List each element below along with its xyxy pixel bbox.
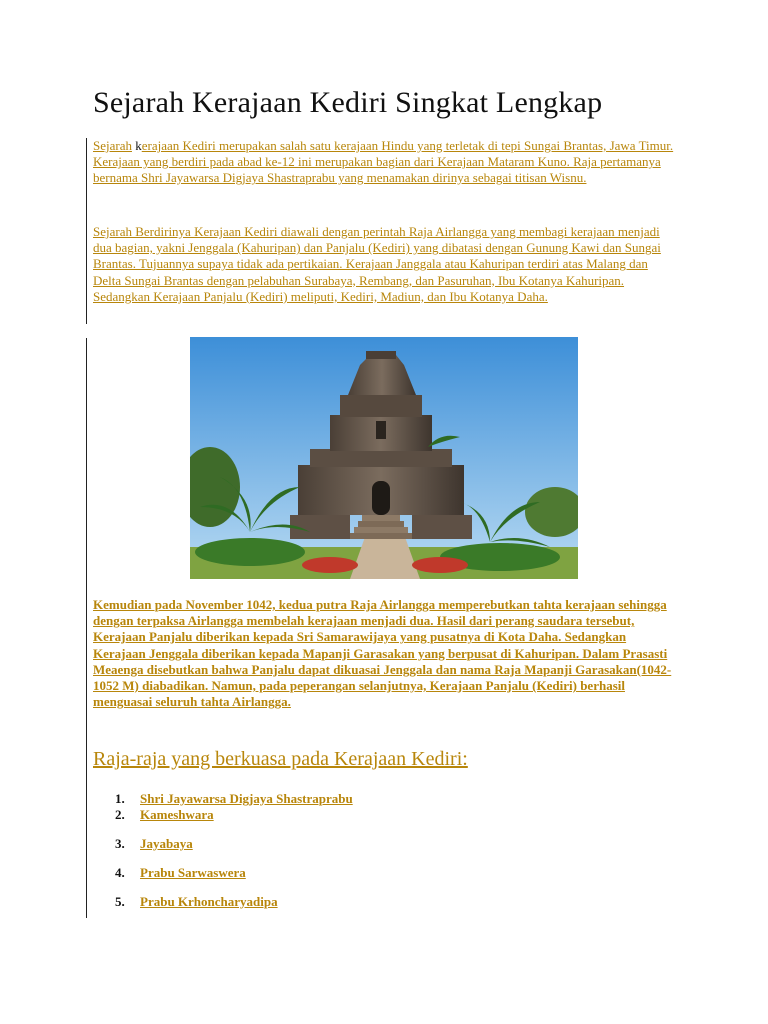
margin-bar [86, 138, 87, 324]
intro-text-link[interactable]: erajaan Kediri merupakan salah satu kerajaan Hindu yang terletak di tepi Sungai Brantas, Jawa Timur. Kerajaan yang berdiri pada abad ke-12 ini merupakan bagian dari Kerajaan Mataram Kuno. Raja pertamanya bernama Shri Jayawarsa Digjaya Shastraprabu yang menamakan dirinya sebagai titisan Wisnu. [93, 138, 674, 186]
page-title: Sejarah Kerajaan Kediri Singkat Lengkap [93, 86, 603, 119]
king-link-3[interactable]: Jayabaya [140, 836, 193, 851]
kings-heading: Raja-raja yang berkuasa pada Kerajaan Kediri: [93, 748, 468, 770]
history-continued-paragraph [93, 597, 678, 710]
list-item: 4. Prabu Sarwaswera [115, 865, 246, 880]
history-paragraph [93, 224, 678, 305]
list-item: 5. Prabu Krhoncharyadipa [115, 894, 278, 909]
king-link-5[interactable]: Prabu Krhoncharyadipa [140, 894, 278, 909]
king-link-1[interactable]: Shri Jayawarsa Digjaya Shastraprabu [140, 791, 353, 806]
intro-paragraph [93, 138, 678, 187]
intro-first-letter: k [135, 138, 142, 153]
king-link-2[interactable]: Kameshwara [140, 807, 214, 822]
king-link-4[interactable]: Prabu Sarwaswera [140, 865, 246, 880]
list-item: 1. Shri Jayawarsa Digjaya Shastraprabu [115, 791, 353, 806]
history-continued-link[interactable]: Kemudian pada November 1042, kedua putra Raja Airlangga memperebutkan tahta kerajaan sehingga dengan terpaksa Airlangga membelah kerajaan menjadi dua. Hasil dari perang saudara tersebut, Kerajaan Panjalu diberikan kepada Sri Samarawijaya yang pusatnya di Kota Daha. Sedangkan Kerajaan Jenggala diberikan kepada Mapanji Garasakan yang berpusat di Kahuripan. Dalam Prasasti Meaenga disebutkan bahwa Panjalu dapat dikuasai Jenggala dan nama Raja Mapanji Garasakan(1042-1052 M) diabadikan. Namun, pada peperangan selanjutnya, Kerajaan Panjalu (Kediri) berhasil menguasai seluruh tahta Airlangga. [93, 597, 672, 710]
list-item: 2. Kameshwara [115, 807, 214, 822]
margin-bar-2 [86, 338, 87, 918]
temple-image [190, 337, 578, 579]
list-item: 3. Jayabaya [115, 836, 193, 851]
history-text-link[interactable]: Sejarah Berdirinya Kerajaan Kediri diawali dengan perintah Raja Airlangga yang membagi kerajaan menjadi dua bagian, yakni Jenggala (Kahuripan) dan Panjalu (Kediri) yang dibatasi dengan Gunung Kawi dan Sungai Brantas. Tujuannya supaya tidak ada pertikaian. Kerajaan Janggala atau Kahuripan terdiri atas Malang dan Delta Sungai Brantas dengan pelabuhan Surabaya, Rembang, dan Pasuruhan, Ibu Kotanya Kahuripan. Sedangkan Kerajaan Panjalu (Kediri) meliputi, Kediri, Madiun, dan Ibu Kotanya Daha. [93, 224, 661, 304]
sejarah-link[interactable]: Sejarah [93, 138, 132, 153]
